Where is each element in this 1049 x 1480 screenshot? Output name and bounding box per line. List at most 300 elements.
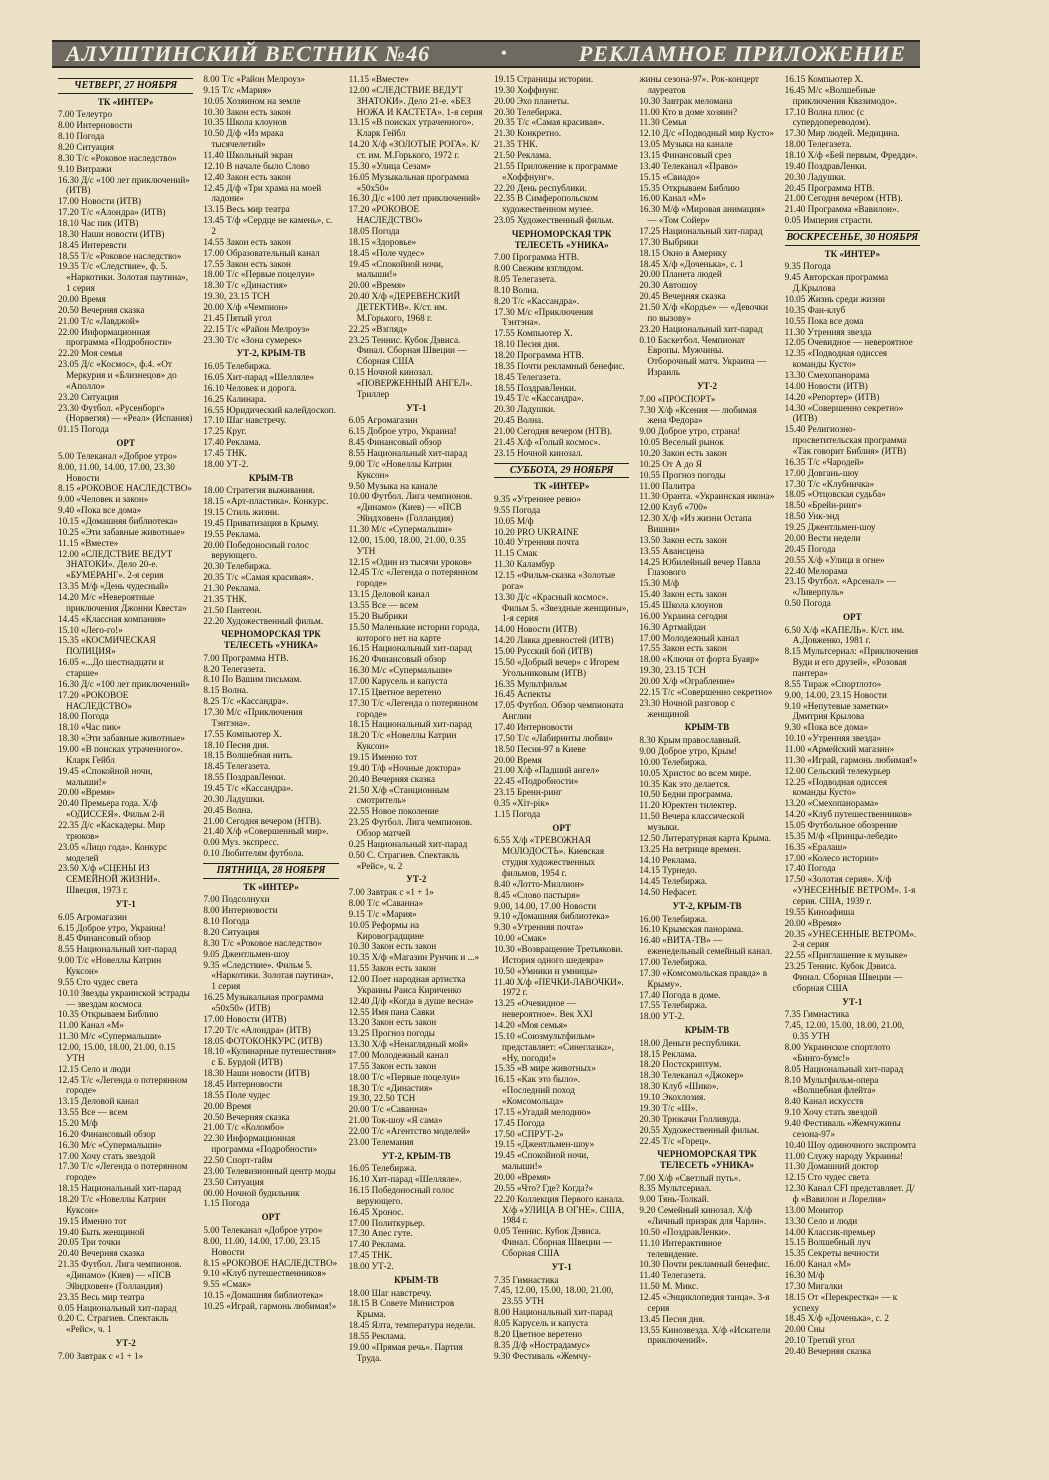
program-entry: 17.30 «Комсомольская правда» в Крыму». (639, 967, 768, 989)
program-entry: 10.35 Школа клоунов (203, 117, 287, 128)
program-entry: 19.30 Т/с «Ш». (639, 1102, 698, 1113)
program-entry: 7.00 Телеутро (58, 109, 113, 120)
program-entry: 8.10 Мультфильм-опера «Волшебная флейта» (784, 1074, 879, 1096)
program-entry: 16.00 Телебиржа. (639, 913, 708, 924)
program-entry: 18.00 Т/с «Первые поцелуи» (203, 269, 315, 280)
program-entry: 20.00 Х/ф «Чемпион» (203, 302, 289, 313)
program-entry: 12.15 Сто чудес света (784, 1172, 870, 1183)
program-entry: 9.10 Витражи (58, 163, 112, 174)
program-entry: 17.00 Карусель и капуста (348, 676, 448, 687)
program-entry: 17.30 Апес гуте. (348, 1228, 413, 1239)
program-entry: 17.55 Компьютер Х. (493, 328, 573, 339)
program-entry: 18.30 Т/с «Династия» (348, 1082, 433, 1093)
program-entry: 20.30 Трюкачи Голливуда. (639, 1113, 742, 1124)
program-entry: 15.15 Волшебный луч (784, 1237, 871, 1248)
schedule-column-5 (639, 74, 774, 1474)
program-entry: 15.35 М/ф «Принцы-лебеди» (784, 830, 898, 841)
program-entry: 10.20 Закон есть закон (639, 447, 727, 458)
program-entry: 18.00 Телегазета. (784, 139, 852, 150)
program-entry: 17.45 ТНК. (203, 447, 247, 458)
program-entry: 22.15 Т/с «Совершенно секретно» (639, 686, 773, 697)
program-entry: 19.35 Т/с «Следствие», ф. 5. «Наркотики. Золотая паутина», 1 серия (58, 261, 189, 294)
program-entry: 17.00 Образовательный канал (203, 247, 320, 258)
channel-heading: УТ-1 (551, 1261, 572, 1272)
program-entry: 21.40 Х/ф «Совершенный мир». (203, 826, 329, 837)
program-entry: 7.00 Программа НТВ. (493, 252, 580, 263)
program-entry: 10.20 PRO UKRAINE (493, 526, 579, 537)
channel-heading: КРЫМ-ТВ (684, 1025, 730, 1036)
program-entry: 20.30 Ладушки. (493, 404, 556, 415)
program-entry: 13.15 Финансовый срез (639, 150, 732, 161)
program-entry: 12.50 Литературная карта Крыма. (639, 832, 771, 843)
program-entry: 18.55 ПоздравЛенки. (493, 382, 577, 393)
program-entry: 23.00 Телевизионный центр моды (203, 1165, 336, 1176)
program-entry: 17.30 М/с «Приключения Тэнтэна». (493, 306, 594, 328)
program-entry: 18.15 Национальный хит-парад (58, 1183, 182, 1194)
program-entry: 17.55 Компьютер Х. (203, 728, 282, 739)
program-entry: 9.55 «Смак» (203, 1279, 252, 1290)
program-entry: 16.30 М/ф (784, 1270, 825, 1280)
program-entry: 10.30 Завтрак меломана (639, 95, 733, 106)
channel-heading: УТ-1 (406, 402, 427, 413)
program-entry: 21.00 Сегодня вечером (НТВ). (493, 426, 612, 436)
program-entry: 11.40 Телегазета. (639, 1270, 707, 1281)
program-entry: 18.55 Поле чудес (203, 1089, 271, 1100)
program-entry: 12.10 В начале было Слово (203, 160, 310, 171)
program-entry: 16.05 «...До шестнадцати и старше» (58, 657, 164, 678)
program-entry: 18.00 «Ключи от форта Буаяр» (639, 654, 760, 665)
program-entry: 18.50 Унк-энд (784, 511, 840, 522)
program-entry: 20.50 Вечерняя сказка (203, 1111, 290, 1122)
program-entry: 11.50 М. Микс. (639, 1281, 699, 1292)
program-entry: 8.00 Т/с «Район Мелроуз» (203, 74, 306, 84)
program-entry: 10.35 Открываем Библию (58, 1009, 159, 1020)
channel-heading: УТ-2 (696, 381, 718, 392)
program-entry: 16.30 М/с «Супермальши» (348, 665, 453, 676)
program-entry: 8.20 Т/с «Кассандра». (493, 295, 580, 306)
program-entry: 20.00 Планета людей (639, 269, 722, 280)
channel-heading: УТ-1 (115, 899, 136, 910)
program-entry: 14.20 «Репортер» (ИТВ) (784, 391, 880, 402)
program-entry: 21.50 Х/ф «Станционным смотритель» (348, 784, 450, 806)
program-entry: 8.30 Т/с «Роковое наследство» (203, 937, 323, 948)
program-entry: 16.55 Юридический калейдоскоп. (203, 404, 336, 415)
program-entry: 22.20 Художественный фильм. (203, 615, 324, 626)
program-entry: 18.10 Песня дня. (493, 339, 560, 350)
program-entry: 7.00 Завтрак с «1 + 1» (58, 1350, 144, 1361)
program-entry: 20.00 Победоносный голос верующего. (203, 539, 309, 561)
program-entry: 19.45 «Спокойной ночи, малыши!» (348, 258, 444, 280)
channel-heading: ОРТ (116, 438, 135, 449)
program-entry: 8.20 Телегазета. (203, 663, 266, 674)
channel-heading: КРЫМ-ТВ (684, 722, 730, 733)
program-entry: 23.25 Теннис. Кубок Дэвиса. Финал. Сборная Швеции — Сборная США (348, 334, 467, 367)
program-entry: 12.15 «Один из тысячи уроков» (348, 556, 473, 567)
program-entry: 18.15 Окно в Америку (639, 247, 727, 258)
program-entry: 9.20 Семейный кинозал. Х/ф «Личный призрак для Чарли». (639, 1205, 767, 1227)
program-entry: 21.55 Приложение к программе «Хоффнунг». (493, 160, 618, 182)
program-entry: 22.25 «Взгляд» (348, 323, 408, 334)
program-entry: 16.00 Канал «М» (784, 1259, 852, 1270)
program-entry: 17.50 «Золотая серия». Х/ф «УНЕСЕННЫЕ ВЕТРОМ». 1-я серия. США, 1939 г. (784, 874, 916, 907)
program-entry: 12.00 Поет народная артистка Украины Раиса Кириченко (348, 973, 466, 995)
program-entry: 21.00 Сегодня вечером (НТВ). (784, 193, 903, 204)
program-entry: 9.10 Хочу стать звездой (784, 1107, 878, 1118)
program-entry: 18.30 Наши новости (ИТВ) (203, 1068, 310, 1079)
program-entry: 23.50 Ситуация (203, 1176, 264, 1187)
program-entry: 17.00 Молодежный канал (348, 1049, 449, 1060)
program-entry: 17.25 Круг. (203, 426, 247, 437)
program-entry: 12.00, 15.00, 18.00, 21.00, 0.15 УТН (58, 1041, 176, 1063)
program-entry: 10.35 Фан-клуб (784, 304, 846, 315)
program-entry: 17.10 Волна плюс (с супердопереводом). (784, 106, 871, 128)
program-entry: 9.00 Доброе утро, Крым! (639, 745, 738, 756)
program-entry: 18.50 «Брейн-ринг» (784, 500, 862, 511)
program-entry: 16.35 Мультфильм (493, 678, 567, 689)
program-entry: 23.25 Футбол. Лига чемпионов. Обзор матчей (348, 817, 473, 839)
program-entry: 16.15 Национальный хит-парад (348, 643, 472, 654)
program-entry: 17.00 Новости (ИТВ) (58, 196, 142, 207)
program-entry: 19.45 Т/с «Кассандра». (203, 783, 294, 793)
program-entry: 15.35 «КОСМИЧЕСКАЯ ПОЛИЦИЯ» (58, 635, 156, 657)
program-entry: 16.45 Аспекты (493, 689, 551, 700)
program-entry: 17.00 Политкурьер. (348, 1217, 425, 1228)
program-entry: 18.00 Погода (58, 711, 109, 722)
program-entry: 22.20 Коллекция Первого канала. Х/ф «УЛИЦА В ОГНЕ». США, 1984 г. (493, 1193, 625, 1226)
channel-heading: ЧЕРНОМОРСКАЯ ТРК ТЕЛЕСЕТЬ «УНИКА» (221, 629, 321, 651)
program-entry: 18.45 Интеревсти (58, 239, 127, 250)
day-heading: ПЯТНИЦА, 28 НОЯБРЯ (203, 863, 338, 879)
program-entry: 10.05 М/ф (493, 515, 534, 526)
program-entry: 13.35 М/ф «День чудесный» (58, 581, 169, 592)
program-entry: 14.50 Нефасет. (639, 887, 698, 898)
program-entry: 8.35 Д/ф «Нострадамус» (493, 1339, 591, 1350)
program-entry: 22.00 Информационная программа «Подробности» (58, 326, 172, 348)
program-entry: 8.00 Т/с «Саванна» (348, 897, 424, 908)
program-entry: 10.40 Шоу одиночного экспромта (784, 1139, 916, 1150)
program-entry: 16.30 М/ф «Мировая анимация» — «Том Сойер» (639, 204, 766, 226)
program-entry: 11.30 «Играй, гармонь любимая!» (784, 754, 918, 765)
program-entry: 8.15 «РОКОВОЕ НАСЛЕДСТВО» (203, 1257, 338, 1268)
program-entry: 13.45 Т/ф «Сердце не камень», с. 2 (203, 215, 333, 237)
masthead-separator: • (501, 45, 508, 62)
program-entry: 18.05 «Отцовская судьба» (784, 489, 886, 500)
program-entry: 22.45 «Подробности» (493, 776, 579, 787)
program-entry: 19.40 ПоздравЛенки. (784, 160, 867, 171)
program-entry: 20.35 Т/с «Самая красивая». (203, 572, 314, 583)
program-entry: 14.15 Турнедо. (639, 865, 698, 876)
program-entry: 8.25 Т/с «Кассандра». (203, 696, 289, 707)
program-entry: 11.30 Утренняя звезда (784, 326, 872, 337)
program-entry: 13.55 Кинозвезда. Х/ф «Искатели приключений». (639, 1324, 771, 1346)
program-entry: 12.00, 15.00, 18.00, 21.00, 0.35 УТН (348, 534, 466, 556)
program-entry: 10.05 Веселый рынок (639, 437, 724, 448)
program-entry: 11.00 Кто в доме хозяин? (639, 106, 738, 117)
program-entry: 20.55 «Что? Где? Когда?» (493, 1182, 594, 1193)
program-entry: 0.00 Муз. экспресс. (203, 837, 279, 848)
program-entry: 22.55 «Приглашение к музыке» (784, 950, 908, 961)
program-entry: 10.50 Д/ф «Из мрака тысячелетий» (203, 128, 284, 150)
program-entry: 13.25 Прогноз погоды (348, 1028, 435, 1039)
program-entry: 18.30 Телеканал «Джокер» (639, 1070, 744, 1081)
schedule-column-2 (203, 74, 338, 1474)
program-entry: 12.45 Т/с «Легенда о потерянном городе» (58, 1074, 188, 1096)
program-entry: 17.40 Интерновости (493, 722, 573, 733)
program-entry: 13.40 Телеканал «Право» (639, 160, 739, 171)
program-entry: 17.30 Т/с «Клубничка» (784, 478, 875, 489)
program-entry: 0.05 Национальный хит-парад (58, 1302, 177, 1313)
program-entry: 18.00 УТ-2. (348, 1261, 394, 1272)
program-entry: 13.30 Х/ф «Ненаглядный мой» (348, 1039, 469, 1050)
program-entry: 23.15 Ночной кинозал. (493, 447, 583, 458)
program-entry: 9.00 Тянь-Толкай. (639, 1194, 709, 1205)
schedule-column-1 (58, 74, 193, 1474)
program-entry: 17.25 Национальный хит-парад (639, 226, 763, 237)
channel-heading: УТ-2, КРЫМ-ТВ (381, 1150, 451, 1161)
program-entry: 19.55 Реклама. (203, 528, 261, 539)
program-entry: 8.00 Интерновости (203, 905, 278, 916)
program-entry: 13.20 Закон есть закон (348, 1017, 437, 1028)
program-entry: 8.00 Украинское спортлото «Бинго-бумс!» (784, 1041, 891, 1063)
program-entry: 17.30 Мигалки (784, 1280, 843, 1291)
program-entry: 14.20 «Клуб путешественников» (784, 809, 913, 820)
program-entry: 9.35 «Утреннее ревю» (493, 493, 582, 504)
program-entry: 11.00 Палитра (639, 480, 696, 491)
program-entry: 10.30 «Возвращение Третьякови. История одного шедевра» (493, 943, 623, 965)
program-entry: 8.10 Волна. (493, 284, 539, 295)
program-entry: 18.05 Погода (348, 226, 400, 237)
program-entry: 1.15 Погода (493, 808, 541, 819)
channel-heading: УТ-2 (115, 1338, 136, 1349)
program-entry: 16.35 Т/с «Чародей» (784, 456, 864, 467)
program-entry: 21.00 Т/с «Лавджой» (58, 315, 140, 326)
program-entry: 14.25 Юбилейный вечер Павла Глазового (639, 556, 761, 578)
program-entry: 9.00 Т/с «Новеллы Катрин Куксон» (348, 458, 452, 480)
program-entry: 11.55 Закон есть закон (348, 963, 436, 974)
program-entry: 17.00 Довгань-шоу (784, 467, 859, 478)
masthead (52, 40, 920, 68)
program-entry: 16.05 Телебиржа. (203, 361, 272, 372)
program-entry: 17.00 Новости (ИТВ) (203, 1013, 287, 1024)
program-entry: 22.30 Информационная программа «Подробности» (203, 1133, 318, 1155)
channel-heading: УТ-2, КРЫМ-ТВ (236, 348, 306, 359)
program-entry: 9.30 «Утренняя почта» (493, 922, 584, 933)
program-entry: 20.40 Вечерняя сказка (58, 1248, 145, 1259)
program-entry: 22.35 Д/с «Каскадеры. Мир трюков» (58, 820, 166, 841)
program-entry: 8.45 «Слово пастыря» (493, 889, 581, 900)
program-entry: 9.40 Фестиваль «Жемчужины сезона-97» (784, 1117, 901, 1139)
program-entry: 21.40 Программа «Вавилон». (784, 204, 899, 215)
program-entry: 16.40 «ВИТА-ТВ» — еженедельный семейный канал. (639, 935, 773, 957)
program-entry: 15.40 Религиозно-просветительская программа «Так говорит Библия» (ИТВ) (784, 424, 907, 457)
program-entry: 16.45 Хронос. (348, 1206, 404, 1217)
program-entry: 20.00 Время (493, 754, 542, 765)
program-entry: 15.35 Открываем Библию (639, 182, 740, 193)
program-entry: 11.30 М/с «Супермальши» (58, 1031, 162, 1042)
program-entry: 16.05 Телебиржа. (348, 1163, 417, 1174)
program-entry: 10.35 Х/ф «Магазин Рунчик и ...» (348, 952, 480, 963)
program-entry: 18.35 Почти рекламный бенефис. (493, 360, 625, 371)
program-entry: 9.35 Погода (784, 261, 831, 272)
program-entry: 11.30 М/с «Супермальши» (348, 523, 453, 534)
program-entry: 18.30 Наши новости (ИТВ) (58, 228, 165, 239)
program-entry: 18.20 Постскриптум. (639, 1059, 722, 1070)
program-entry: 10.40 Утренняя почта (493, 537, 579, 548)
program-entry: 18.55 ПоздравЛенки. (203, 772, 286, 783)
program-entry: 17.55 Закон есть закон (348, 1060, 437, 1071)
program-entry: 10.55 Пока все дома (784, 315, 864, 326)
program-entry: 7.45, 12.00, 15.00, 18.00, 21.00, 23.55 УТН (493, 1285, 614, 1307)
program-entry: 9.00 Доброе утро, страна! (639, 426, 741, 437)
program-entry: 10.35 Как это делается. (639, 778, 731, 789)
program-entry: 20.55 Художественный фильм. (639, 1124, 760, 1135)
channel-heading: ЧЕРНОМОРСКАЯ ТРК ТЕЛЕСЕТЬ «УНИКА» (511, 229, 612, 250)
program-entry: 9.10 «Непутевые заметки» Дмитрия Крылова (784, 700, 889, 722)
program-entry: 8.40 Канал искусств (784, 1096, 864, 1107)
program-entry: 13.25 «Очевидное — невероятное». Век XXI (493, 998, 593, 1020)
program-entry: 16.15 «Как это было». «Последний поход «Комсомольца» (493, 1074, 581, 1106)
program-entry: 1.15 Погода (203, 1198, 250, 1209)
program-entry: 00.00 Ночной будильник (203, 1187, 300, 1198)
program-entry: 14.00 Классик-премьер (784, 1226, 876, 1237)
program-entry: 0.15 Ночной кинозал. «ПОВЕРЖЕННЫЙ АНГЕЛ». Триллер (348, 367, 473, 399)
program-entry: 18.45 Х/ф «Доченька», с. 2 (784, 1313, 889, 1324)
channel-heading: УТ-2, КРЫМ-ТВ (672, 900, 742, 911)
program-entry: 13.25 На ветрище времен. (639, 843, 741, 854)
program-entry: 18.10 Песня дня. (203, 739, 269, 750)
program-entry: 10.30 Закон есть закон (203, 106, 291, 117)
program-entry: 8.15 Волна. (203, 685, 249, 696)
program-entry: 7.00 Завтрак с «1 + 1» (348, 887, 434, 898)
program-entry: жины сезона-97». Рок-концерт лауреатов (639, 74, 759, 95)
masthead-section: РЕКЛАМНОЕ ПРИЛОЖЕНИЕ (578, 41, 906, 66)
program-entry: 10.00 Футбол. Лига чемпионов. «Динамо» (Киев) — «ПСВ Эйндховен» (Голландия) (348, 491, 473, 524)
tv-schedule-columns (58, 74, 920, 1474)
program-entry: 7.00 Х/ф «Светлый путь». (639, 1172, 741, 1183)
program-entry: 8.40 «Лотто-Миллион» (493, 878, 585, 889)
program-entry: 14.20 «Моя семья» (493, 1019, 568, 1030)
program-entry: 18.00 Т/с «Первые поцелуи» (348, 1071, 461, 1082)
program-entry: 23.15 Футбол. «Арсенал» — «Ливерпуль» (784, 576, 896, 598)
program-entry: 23.25 Теннис. Кубок Дэвиса. Финал. Сборная Швеции — сборная США (784, 961, 903, 993)
program-entry: 10.25 «Эти забавные животные» (58, 526, 185, 537)
program-entry: 10.00 Телебиржа. (639, 756, 708, 767)
program-entry: 7.00 Подсолнухи (203, 894, 270, 905)
program-entry: 18.10 «Кулинарные путешествия» с Б. Бурдой (ИТВ) (203, 1046, 337, 1068)
program-entry: 0.50 С. Страгиев. Спектакль «Рейс», ч. 2 (348, 849, 460, 871)
program-entry: 15.30 М/ф (639, 578, 679, 589)
program-entry: 20.45 Волна. (493, 415, 544, 426)
program-entry: 8.10 Погода (58, 131, 105, 142)
program-entry: 21.45 Пятый угол (203, 312, 272, 323)
schedule-column-3 (349, 74, 484, 1474)
program-entry: 8.05 Национальный хит-парад (784, 1063, 904, 1074)
program-entry: 18.45 «Поле чудес» (348, 247, 425, 258)
program-entry: 20.00 Эхо планеты. (493, 95, 570, 106)
program-entry: 18.00 Стратегия выживания. (203, 485, 315, 496)
program-entry: 11.15 «Вместе» (58, 537, 119, 548)
program-entry: 9.00 Т/с «Новеллы Катрин Куксон» (58, 955, 162, 976)
program-entry: 16.30 Д/с «100 лет приключений» (348, 193, 481, 204)
channel-heading: УТ-2 (406, 874, 427, 885)
program-entry: 8.10 Погода (203, 916, 250, 927)
program-entry: 17.00 «Колесо истории» (784, 852, 879, 863)
program-entry: 17.30 Т/с «Легенда о потерянном городе» (348, 697, 478, 719)
program-entry: 19.30, 23.15 ТСН (639, 665, 706, 676)
program-entry: 12.00 «СЛЕДСТВИЕ ВЕДУТ ЗНАТОКИ». Дело 20-е. «БУМЕРАНГ». 2-я серия (58, 548, 173, 581)
program-entry: 17.30 М/с «Приключения Тэнтэна». (203, 706, 303, 728)
program-entry: 11.30 Оранта. «Украинская икона» (639, 491, 775, 502)
program-entry: 17.00 Молодежный канал (639, 632, 740, 643)
program-entry: 21.35 ТНК. (203, 593, 247, 604)
program-entry: 13.30 Смехопанорама (784, 370, 870, 381)
program-entry: 7.45, 12.00, 15.00, 18.00, 21.00, 0.35 УТН (784, 1020, 905, 1042)
program-entry: 16.30 Д/с «100 лет приключений» (ИТВ) (58, 174, 190, 196)
program-entry: 19.25 Джентльмен-шоу (784, 522, 876, 533)
program-entry: 16.35 «Ералаш» (784, 841, 847, 852)
program-entry: 6.05 Агромагазин (348, 415, 418, 426)
program-entry: 18.45 Интерновости (203, 1079, 283, 1090)
program-entry: 15.05 Футбольное обозрение (784, 820, 898, 831)
program-entry: 8.55 Национальный хит-парад (348, 447, 468, 458)
program-entry: 6.15 Доброе утро, Украина! (58, 922, 166, 933)
program-entry: 16.25 Музыкальная программа «50х50» (ИТВ) (203, 992, 324, 1014)
program-entry: 10.50 «Умники и умницы» (493, 965, 598, 976)
program-entry: 20.35 «УНЕСЕННЫЕ ВЕТРОМ». 2-я серия (784, 928, 917, 950)
program-entry: 20.00 «Время» (348, 280, 406, 291)
program-entry: 21.35 Футбол. Лига чемпионов. «Динамо» (Киев) — «ПСВ Эйндховен» (Голландия) (58, 1259, 182, 1291)
program-entry: 18.30 «Эти забавные животные» (58, 733, 185, 744)
program-entry: 15.45 Школа клоунов (639, 600, 723, 610)
program-entry: 20.00 «Время» (493, 1172, 551, 1183)
program-entry: 11.20 Юректен тилектер. (639, 800, 737, 811)
program-entry: 14.00 Новости (ИТВ) (493, 624, 578, 635)
program-entry: 16.30 Д/с «100 лет приключений» (58, 678, 190, 689)
program-entry: 10.25 «Играй, гармонь любимая!» (203, 1300, 337, 1311)
program-entry: 9.00, 14.00, 23.15 Новости (784, 689, 887, 700)
program-entry: 8.55 Тираж «Спортлото» (784, 678, 882, 689)
program-entry: 18.00 УТ-2. (639, 1011, 685, 1022)
program-entry: 20.00 Х/ф «Ограбление» (639, 676, 736, 687)
program-entry: 18.50 Песня-97 в Киеве (493, 743, 586, 754)
program-entry: 12.10 Д/с «Подводный мир Кусто» (639, 128, 775, 139)
program-entry: 20.40 Вечерняя сказка (784, 1346, 872, 1357)
program-entry: 20.30 Телебиржа. (493, 106, 562, 117)
program-entry: 13.45 Песня дня. (639, 1313, 705, 1324)
program-entry: 11.15 «Вместе» (348, 74, 409, 84)
program-entry: 12.40 Д/ф «Когда в душе весна» (348, 995, 474, 1006)
program-entry: 9.15 Т/с «Мария» (203, 84, 272, 95)
program-entry: 15.20 М/ф (58, 1117, 98, 1128)
program-entry: 12.35 «Подводная одиссея команды Кусто» (784, 348, 888, 370)
program-entry: 19.30, 22.50 ТСН (348, 1093, 416, 1104)
program-entry: 9.45 Авторская программа Д.Крылова (784, 272, 889, 294)
program-entry: 16.15 Победоносный голос верующего. (348, 1185, 455, 1206)
program-entry: 0.10 Любителям футбола. (203, 848, 304, 859)
program-entry: 21.00 Т/с «Коломбо» (203, 1122, 285, 1133)
channel-heading: КРЫМ-ТВ (394, 1274, 439, 1285)
program-entry: 17.20 «РОКОВОЕ НАСЛЕДСТВО» (348, 204, 423, 226)
program-entry: 12.00 «СЛЕДСТВИЕ ВЕДУТ ЗНАТОКИ». Дело 21-е. «БЕЗ НОЖА И КАСТЕТА». 1-я серия (348, 84, 483, 117)
program-entry: 8.00 Национальный хит-парад (493, 1307, 613, 1318)
program-entry: 6.55 Х/ф «ТРЕВОЖНАЯ МОЛОДОСТЬ». Киевская студия художественных фильмов, 1954 г. (493, 835, 605, 878)
program-entry: 17.10 Шаг навстречу. (203, 415, 287, 426)
program-entry: 0.05 Империя страсти. (784, 215, 873, 226)
program-entry: 20.30 Телебиржа. (203, 561, 272, 572)
program-entry: 18.15 Волшебная нить. (203, 750, 294, 761)
program-entry: 9.30 Фестиваль «Жемчу- (493, 1350, 591, 1361)
program-entry: 0.50 Погода (784, 598, 831, 609)
